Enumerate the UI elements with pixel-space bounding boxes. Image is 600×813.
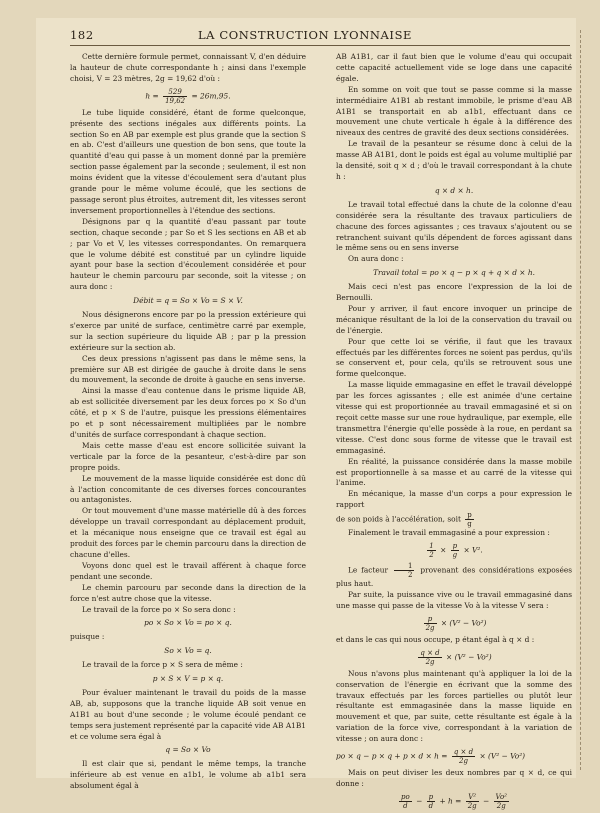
eq-text: × (V² − Vo²) [479, 751, 526, 761]
denominator: 2g [459, 757, 468, 766]
eq-text: × (V² − Vo²) [446, 652, 492, 662]
numerator: q × d [453, 748, 474, 757]
paragraph: Mais on peut diviser les deux nombres par q × d, ce qui donne : [336, 768, 572, 788]
page-header [38, 28, 572, 44]
paragraph: Pour évaluer maintenant le travail du poids de la masse AB, ab, supposons que la tranche liquide AB soit venue en A1B1 au bout d'une seconde ; le volume écoulé pendant ce temps sera justement représenté par la capacité vide AB A1B1 et ce volume sera égal à [70, 687, 306, 741]
denominator: 2g [467, 801, 477, 810]
paragraph: En mécanique, la masse d'un corps a pour expression le rapport [336, 489, 572, 510]
fraction-half [427, 542, 435, 559]
fraction-p-g [451, 542, 459, 559]
paragraph: Mais ceci n'est pas encore l'expression de la loi de Bernoulli. [336, 282, 572, 303]
paragraph: En réalité, la puissance considérée dans la masse mobile est proportionnelle à sa masse et au carré de la vitesse qui l'anime. [336, 456, 572, 488]
denominator: 2g [425, 657, 435, 666]
fraction-p-2g [424, 615, 437, 632]
equation-travail-po: po × So × Vo = po × q. [144, 618, 232, 628]
denominator: 2g [496, 801, 506, 810]
inline-text: Le facteur [348, 565, 389, 575]
paragraph: Voyons donc quel est le travail afférent à chaque force pendant une seconde. [70, 560, 306, 581]
equation-vive [336, 615, 572, 632]
numerator: 1 [394, 562, 414, 571]
paragraph: Ces deux pressions n'agissent pas dans le même sens, la première sur AB est dirigée de gauche à droite dans le sens du mouvement, la seconde de droite à gauche en sens inverse. [70, 353, 306, 385]
denominator: g [452, 551, 458, 560]
paragraph: Il est clair que si, pendant le même temps, la tranche inférieure ab est venue en a1b1, le volume ab a1b1 sera absolument égal à [70, 759, 306, 791]
numerator: p [424, 615, 437, 624]
numerator: q × d [420, 648, 440, 657]
numerator: p [452, 542, 458, 551]
paragraph: Le travail de la force p × S sera de même : [82, 660, 243, 670]
equation-travail-total: Travail total = po × q − p × q + q × d × h. [373, 268, 535, 278]
equation-travail-p: p × S × V = p × q. [152, 674, 224, 684]
paragraph: Le chemin parcouru par seconde dans la direction de la force n'est autre chose que la vitesse. [70, 582, 306, 603]
eq-text: h = [145, 91, 159, 101]
paragraph: Le travail de la pesanteur se résume donc à celui de la masse AB A1B1, dont le poids est égal au volume multiplié par la densité, soit q × d ; d'où le travail correspondant à la chute h : [336, 139, 572, 181]
equation-volume: q = So × Vo [165, 745, 211, 755]
fraction-half [394, 562, 414, 579]
denominator: 2 [429, 551, 434, 560]
equation-h [70, 88, 306, 105]
denominator: d [428, 801, 434, 810]
paragraph: Pour que cette loi se vérifie, il faut que les travaux effectués par les différentes forces ne soient pas perdus, qu'ils se conservent et, pour cela, qu'ils se retrouvent sous une forme quelconque. [336, 336, 572, 379]
denominator: 2 [407, 571, 413, 580]
denominator: 19,62 [165, 96, 186, 105]
paragraph: et dans le cas qui nous occupe, p étant égal à q × d : [336, 634, 535, 644]
paragraph: Désignons par q la quantité d'eau passant par toute section, chaque seconde ; par So et S les sections en AB et ab ; par Vo et V, les vitesses correspondantes. On remarquera que le volume débité est constitué par un cylindre liquide ayant pour base la section d'écoulement considérée et pour hauteur le chemin parcouru par seconde, soit la vitesse ; on aura donc : [70, 216, 306, 292]
paragraph: La masse liquide emmagasine en effet le travail développé par les forces agissantes ; elle est animée d'une certaine vitesse qui est proportionnée au travail emmagasiné et si on reçoit cette masse sur une roue hydraulique, par exemple, elle transmettra l'énergie qu'elle possède à la roue, en perdant sa vitesse. C'est donc sous forme de vitesse que le travail est emmagasiné. [336, 380, 572, 455]
page-number: 182 [70, 28, 94, 42]
fraction [163, 88, 187, 105]
equation-bernoulli [336, 748, 572, 765]
fraction-vo2-2g [494, 793, 509, 810]
fraction-po-d [399, 793, 412, 810]
denominator: d [403, 801, 408, 810]
fraction-v2-2g [466, 793, 479, 810]
paragraph: Par suite, la puissance vive ou le travail emmagasiné dans une masse qui passe de la vitesse Vo à la vitesse V sera : [336, 589, 572, 610]
paragraph: Mais cette masse d'eau est encore sollicitée suivant la verticale par la force de la pesanteur, c'est-à-dire par son propre poids. [70, 440, 306, 472]
numerator: V² [466, 793, 479, 802]
fraction-p-g [465, 511, 473, 528]
paragraph: Le travail de la force po × So sera donc : [82, 604, 236, 614]
paragraph: Nous n'avons plus maintenant qu'à appliquer la loi de la conservation de l'énergie en écrivant que la somme des travaux effectués par les forces partielles ou plutôt leur résultante est emmagasinée dans la masse liquide en mouvement et que, par suite, cette résultante est égale à la variation de la force vive, correspondant à la variation de vitesse ; on aura donc : [336, 668, 572, 744]
denominator: 2g [425, 623, 435, 632]
eq-text: − [416, 796, 423, 806]
paragraph: Cette dernière formule permet, connaissant V, d'en déduire la hauteur de chute correspondante h ; ainsi dans l'exemple choisi, V = 23 mètres, 2g = 19,62 d'où : [70, 52, 306, 83]
running-title: LA CONSTRUCTION LYONNAISE [197, 28, 413, 42]
equation-debit: Débit = q = So × Vo = S × V. [133, 296, 243, 306]
numerator: p [467, 511, 472, 520]
equation-so-vo: So × Vo = q. [164, 646, 212, 656]
fraction-qd-2g [452, 748, 475, 765]
right-column [336, 52, 572, 813]
paragraph: Le tube liquide considéré, étant de forme quelconque, présente des sections inégales aux différents points. La section So en AB par exemple est plus grande que la section S en ab. C'est d'ailleurs une question de bon sens, que toute la quantité d'eau qui passe à un moment donné par la première section passe également par la seconde ; seulement, il est non moins évident que la vitesse d'écoulement sera d'autant plus grande pour le même volume écoulé, que les sections de passage seront plus étroites, autrement dit, les vitesses seront inversement proportionnelles à l'étendue des sections. [70, 107, 306, 215]
equation-half-v2: $\frac{1}{2}$ × $\frac{p}{g}$ × V². [429, 542, 483, 560]
paragraph: Ainsi la masse d'eau contenue dans le prisme liquide AB, ab est sollicitée diversement par les deux forces po × So d'un côté, et p × S de l'autre, puisque les pressions élémentaires po et p sont nécessairement multipliées par le nombre d'unités de surface correspondant à chaque section. [70, 386, 306, 439]
eq-text: po × q − p × q + p × d × h = [336, 751, 448, 761]
equation-qd [336, 649, 572, 666]
eq-text: + h = [439, 796, 462, 806]
paragraph: Le mouvement de la masse liquide considérée est donc dû à l'action concomitante de ces diverses forces concourantes ou antagonistes. [70, 473, 306, 505]
paragraph: Le travail total effectué dans la chute de la colonne d'eau considérée sera la résultante des travaux particuliers de chacune des forces agissantes ; ces travaux s'ajoutent ou se retranchent suivant qu'ils dépendent de forces agissant dans le même sens ou en sens inverse [336, 199, 572, 253]
inline-text: provenant des considérations exposées plus haut. [336, 565, 572, 589]
page-edge-line [580, 30, 582, 770]
paragraph: Finalement le travail emmagasiné a pour expression : [348, 528, 550, 538]
numerator: Vo² [495, 792, 507, 801]
paragraph: Pour y arriver, il faut encore invoquer un principe de mécanique résultant de la loi de la conservation du travail ou de l'énergie. [336, 303, 572, 335]
denominator: g [467, 520, 472, 529]
paragraph: On aura donc : [348, 254, 404, 264]
eq-text: × V². [463, 545, 483, 555]
eq-text: = 26m,95. [191, 91, 231, 101]
fraction-qd-2g [418, 649, 441, 666]
numerator: po [401, 792, 410, 801]
numerator: 1 [429, 542, 434, 551]
eq-text: − [482, 796, 490, 806]
inline-text: de son poids à l'accélération, soit [336, 514, 461, 524]
equation-final [336, 793, 572, 810]
paragraph [336, 562, 572, 590]
eq-text: × (V² − Vo²) [440, 618, 487, 628]
header-rule [70, 45, 570, 46]
paragraph: En somme on voit que tout se passe comme si la masse intermédiaire A1B1 ab restant immobile, le prisme d'eau AB A1B1 se transportait en ab a1b1, effectuant dans ce mouvement une chute verticale h égale à la différence des niveaux des centres de gravité des deux sections considérées. [336, 84, 572, 138]
fraction-p-d [427, 793, 435, 810]
left-column [70, 52, 306, 792]
numerator: p [428, 792, 434, 801]
paragraph: Or tout mouvement d'une masse matérielle dû à des forces développe un travail correspondant au déplacement produit, et la mécanique nous enseigne que ce travail est égal au produit des forces par le chemin parcouru dans la direction de chacune d'elles. [70, 506, 306, 559]
paragraph: AB A1B1, car il faut bien que le volume d'eau qui occupait cette capacité actuellement vide se loge dans une capacité égale. [336, 52, 572, 83]
paragraph [336, 511, 572, 528]
equation-chute: q × d × h. [434, 185, 474, 195]
numerator: 529 [163, 88, 187, 97]
paragraph: puisque : [70, 632, 105, 642]
paragraph: Nous désignerons encore par po la pression extérieure qui s'exerce par unité de surface, centimètre carré par exemple, sur la section supérieure du liquide AB ; par p la pression extérieure sur la section ab. [70, 310, 306, 352]
